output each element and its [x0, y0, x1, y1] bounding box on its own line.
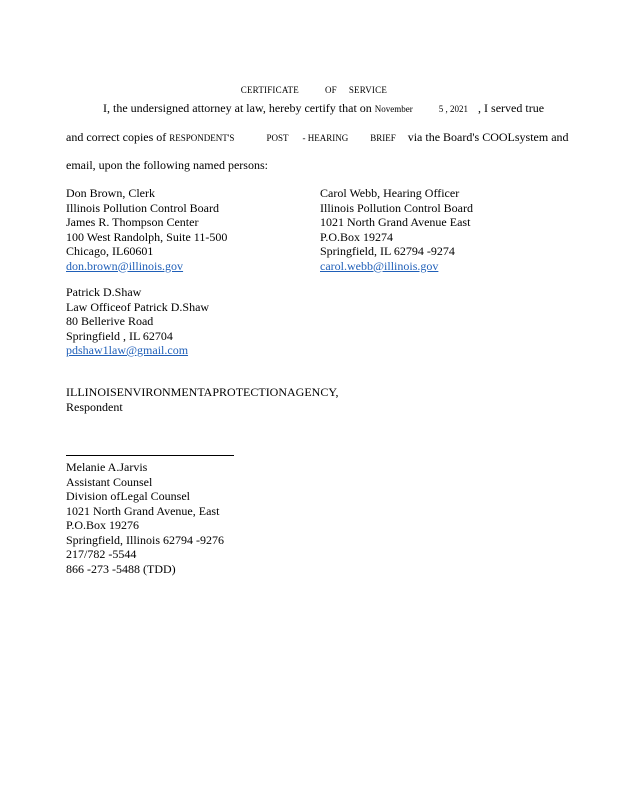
recipient-line: Springfield, IL 62794 -9274: [320, 244, 455, 258]
signer-block: [66, 460, 224, 576]
document-name-3: - HEARING: [302, 133, 349, 143]
recipient-clerk: [66, 186, 227, 273]
service-day: 5 , 2021: [438, 104, 469, 114]
recipient-line: Springfield , IL 62704: [66, 328, 173, 343]
signature-line: [66, 455, 234, 456]
signer-line: P.O.Box 19276: [66, 518, 140, 532]
intro-line-3: email, upon the following named persons:: [66, 158, 268, 172]
signer-line: 1021 North Grand Avenue, East: [66, 503, 220, 518]
signer-line: Division ofLegal Counsel: [66, 489, 190, 503]
signer-line: Melanie A.Jarvis: [66, 460, 148, 474]
email-link-clerk[interactable]: don.brown@illinois.gov: [66, 258, 184, 273]
recipient-line: 100 West Randolph, Suite 11-500: [66, 229, 228, 244]
recipient-line: Illinois Pollution Control Board: [320, 200, 474, 215]
recipient-line: Law Officeof Patrick D.Shaw: [66, 299, 210, 314]
recipient-line: James R. Thompson Center: [66, 215, 199, 229]
intro-line2-start: and correct copies of: [66, 130, 167, 144]
service-month: November: [374, 104, 413, 114]
document-name-2: POST: [266, 133, 289, 143]
recipient-line: Carol Webb, Hearing Officer: [320, 186, 460, 200]
intro-line-2: [66, 130, 569, 145]
recipient-line: Patrick D.Shaw: [66, 285, 142, 299]
recipient-shaw: [66, 285, 209, 358]
intro-line-1: [103, 101, 562, 116]
recipient-line: 80 Bellerive Road: [66, 314, 154, 328]
intro-text-end: , I served true: [478, 101, 545, 115]
recipient-line: 1021 North Grand Avenue East: [320, 215, 471, 229]
title-word-of: OF: [324, 85, 337, 95]
email-link-hearing-officer[interactable]: carol.webb@illinois.gov: [320, 258, 439, 273]
agency-role: Respondent: [66, 399, 123, 414]
intro-line2-end: via the Board's COOLsystem and: [407, 130, 569, 144]
signer-line: 217/782 -5544: [66, 547, 137, 561]
recipient-line: Illinois Pollution Control Board: [66, 200, 220, 215]
intro-text: I, the undersigned attorney at law, hereby certify that on: [103, 101, 372, 115]
email-link-shaw[interactable]: pdshaw1law@gmail.com: [66, 343, 189, 357]
signer-line: Assistant Counsel: [66, 474, 153, 489]
title-word-service: SERVICE: [348, 85, 388, 95]
signer-line: Springfield, Illinois 62794 -9276: [66, 532, 224, 547]
agency-name: ILLINOISENVIRONMENTAPROTECTIONAGENCY,: [66, 385, 339, 399]
recipient-line: Don Brown, Clerk: [66, 186, 155, 200]
title-word-certificate: CERTIFICATE: [240, 85, 299, 95]
respondent-agency: [66, 385, 338, 414]
recipient-line: P.O.Box 19274: [320, 229, 394, 244]
recipient-line: Chicago, IL60601: [66, 244, 154, 258]
document-name-4: BRIEF: [370, 133, 396, 143]
recipient-hearing-officer: [320, 186, 473, 273]
document-name-1: RESPONDENT'S: [169, 133, 235, 143]
signer-line: 866 -273 -5488 (TDD): [66, 561, 176, 576]
